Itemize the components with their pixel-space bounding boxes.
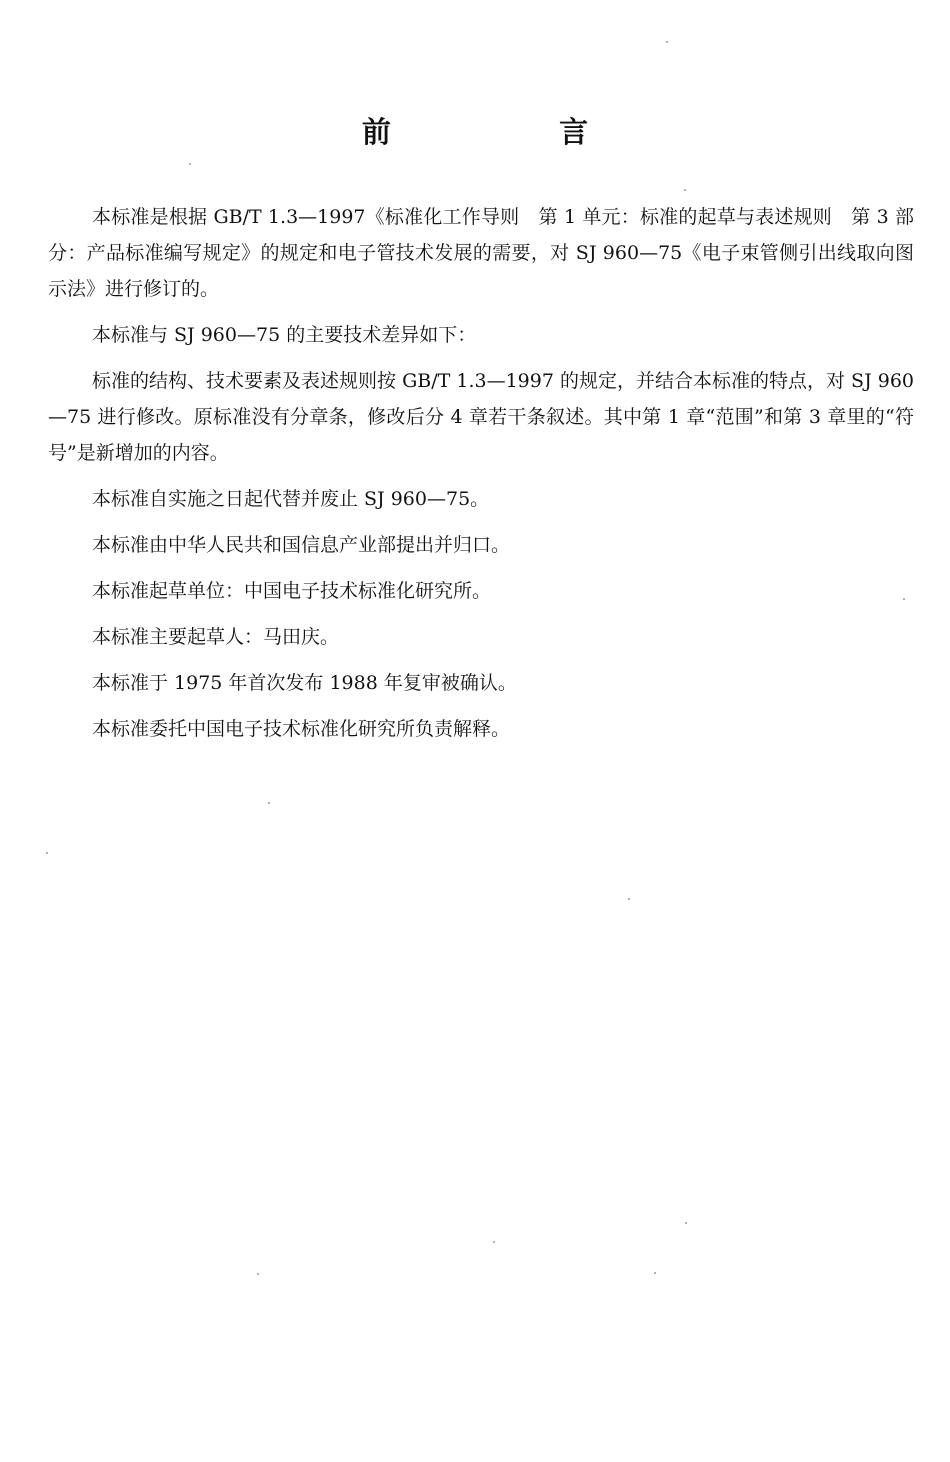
scan-speck [685, 1222, 687, 1224]
paragraph-proposer: 本标准由中华人民共和国信息产业部提出并归口。 [92, 534, 511, 556]
scan-speck [666, 41, 668, 43]
paragraph-replacement: 本标准自实施之日起代替并废止 SJ 960—75。 [92, 488, 490, 510]
foreword-body [48, 199, 914, 757]
scan-speck [628, 898, 630, 900]
scan-speck [268, 802, 270, 804]
page-title: 前 言 [361, 115, 658, 149]
scan-speck [654, 1272, 656, 1274]
scan-speck [46, 852, 48, 854]
paragraph-differences-intro: 本标准与 SJ 960—75 的主要技术差异如下： [92, 324, 477, 346]
paragraph-basis: 本标准是根据 GB/T 1.3—1997《标准化工作导则 第 1 单元：标准的起草与表述规则 第 3 部分：产品标准编写规定》的规定和电子管技术发展的需要，对 SJ 960—75《电子束管侧引出线取向图示法》进行修订的。 [48, 206, 914, 300]
scan-speck [684, 189, 686, 191]
paragraph-drafter: 本标准主要起草人：马田庆。 [92, 626, 340, 648]
paragraph-differences-detail: 标准的结构、技术要素及表述规则按 GB/T 1.3—1997 的规定，并结合本标准的特点，对 SJ 960—75 进行修改。原标准没有分章条，修改后分 4 章若干条叙述。其中第 1 章“范围”和第 3 章里的“符号”是新增加的内容。 [48, 370, 914, 464]
paragraph-interpretation: 本标准委托中国电子技术标准化研究所负责解释。 [92, 718, 511, 740]
paragraph-history: 本标准于 1975 年首次发布 1988 年复审被确认。 [92, 672, 517, 694]
scan-speck [189, 163, 191, 165]
scan-speck [257, 1273, 259, 1275]
scan-speck [903, 598, 905, 600]
scan-speck [493, 1241, 495, 1243]
paragraph-drafting-unit: 本标准起草单位：中国电子技术标准化研究所。 [92, 580, 492, 602]
